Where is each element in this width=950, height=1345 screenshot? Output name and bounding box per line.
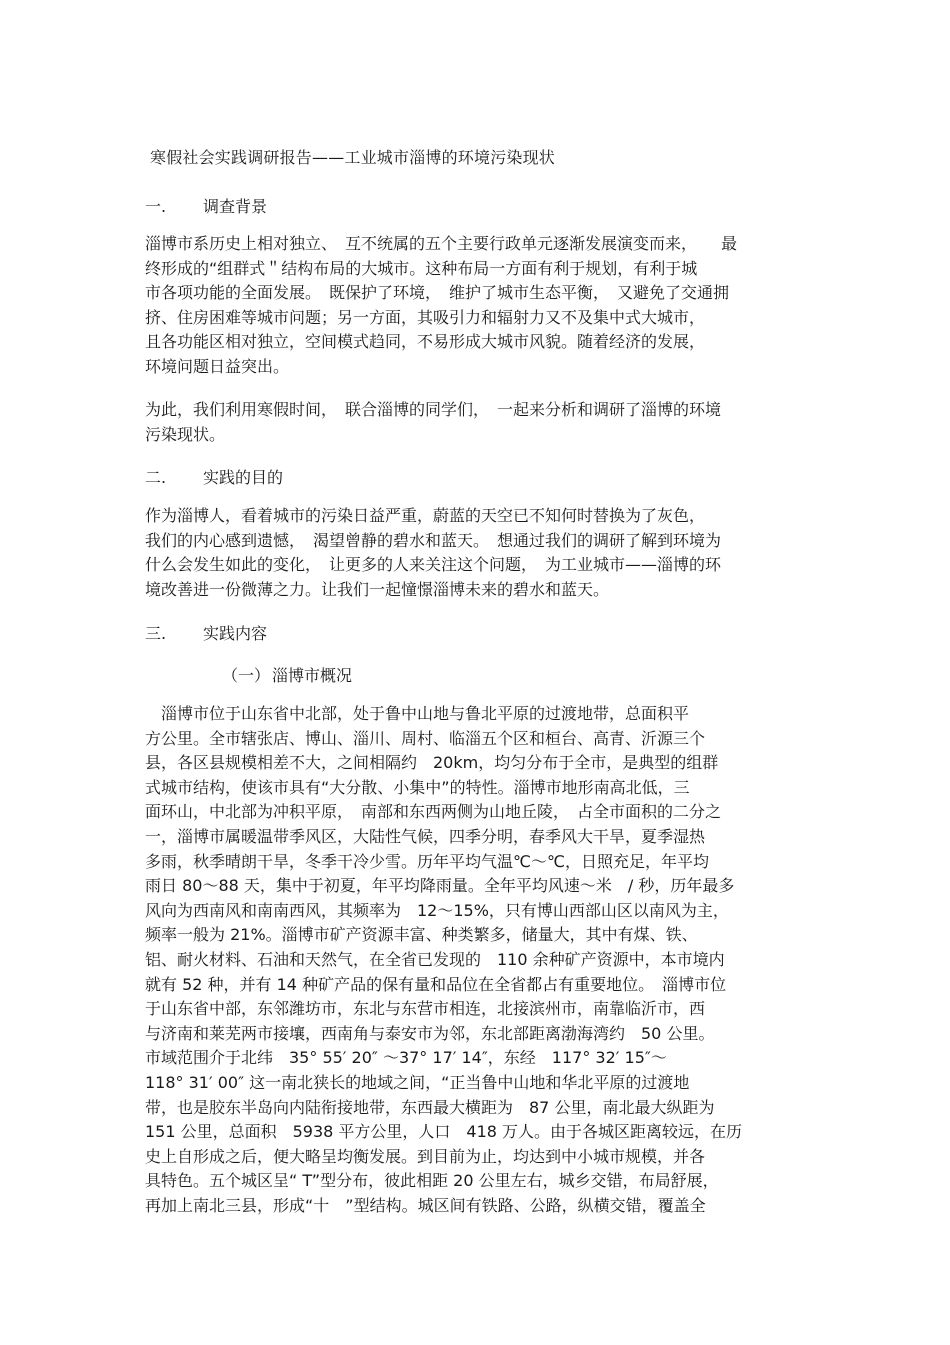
text-line: 为此，我们利用寒假时间， 联合淄博的同学们， 一起来分析和调研了淄博的环境 <box>145 400 722 419</box>
section-heading-background <box>145 194 267 217</box>
paragraph-background-2 <box>145 398 805 447</box>
text-line: 淄博市位于山东省中北部，处于鲁中山地与鲁北平原的过渡地带，总面积平 <box>145 704 690 723</box>
text-line: 雨日 80～88 天，集中于初夏，年平均降雨量。全年平均风速～米 / 秒，历年最多 <box>145 876 735 896</box>
text-line: 风向为西南风和南南西风，其频率为 12～15%，只有博山西部山区以南风为主， <box>145 900 729 920</box>
text-line: 铝、耐火材料、石油和天然气，在全省已发现的 110 余种矿产资源中，本市境内 <box>145 949 725 969</box>
text-line: 市各项功能的全面发展。 既保护了环境， 维护了城市生态平衡， 又避免了交通拥 <box>145 283 730 303</box>
text-line: 具特色。五个城区呈“ T”型分布，彼此相距 20 公里左右，城乡交错，布局舒展， <box>145 1171 719 1191</box>
document-title: 寒假社会实践调研报告——工业城市淄博的环境污染现状 <box>150 148 556 167</box>
section-number: 一. <box>145 197 167 216</box>
subsection-number: （一） <box>222 666 271 685</box>
text-line: 151 公里，总面积 5938 平方公里，人口 418 万人。由于各城区距离较远，在历 <box>145 1122 743 1142</box>
text-line: 方公里。全市辖张店、博山、淄川、周村、临淄五个区和桓台、高青、沂源三个 <box>145 728 706 748</box>
text-line: 与济南和莱芜两市接壤，西南角与泰安市为邻，东北部距离渤海湾约 50 公里。 <box>145 1023 715 1043</box>
subsection-heading-overview <box>222 663 352 686</box>
text-line: 污染现状。 <box>145 424 226 444</box>
section-heading-purpose <box>145 465 283 488</box>
text-line: 频率一般为 21%。淄博市矿产资源丰富、种类繁多，储量大，其中有煤、铁、 <box>145 925 698 945</box>
text-line: 面环山，中北部为冲积平原， 南部和东西两侧为山地丘陵， 占全市面积的二分之 <box>145 802 722 822</box>
text-line: 县，各区县规模相差不大，之间相隔约 20km，均匀分布于全市，是典型的组群 <box>145 753 719 773</box>
text-line: 境改善进一份微薄之力。让我们一起憧憬淄博未来的碧水和蓝天。 <box>145 579 610 599</box>
text-line: 挤、住房困难等城市问题；另一方面，其吸引力和辐射力又不及集中式大城市， <box>145 307 706 327</box>
section-title: 实践的目的 <box>203 468 284 487</box>
text-line: 什么会发生如此的变化， 让更多的人来关注这个问题， 为工业城市——淄博的环 <box>145 555 722 575</box>
text-line: 且各功能区相对独立，空间模式趋同，不易形成大城市风貌。随着经济的发展， <box>145 332 706 352</box>
text-line: 再加上南北三县，形成“十 ”型结构。城区间有铁路、公路，纵横交错，覆盖全 <box>145 1195 706 1215</box>
section-number: 二. <box>145 468 167 487</box>
text-line: 淄博市系历史上相对独立、 互不统属的五个主要行政单元逐渐发展演变而来， 最 <box>145 234 738 253</box>
section-title: 调查背景 <box>203 197 268 216</box>
text-line: 就有 52 种，并有 14 种矿产品的保有量和品位在全省都占有重要地位。 淄博市位 <box>145 974 727 994</box>
text-line: 一，淄博市属暖温带季风区，大陆性气候，四季分明，春季风大干旱，夏季湿热 <box>145 826 706 846</box>
paragraph-purpose <box>145 504 805 602</box>
section-number: 三. <box>145 624 167 643</box>
text-line: 作为淄博人，看着城市的污染日益严重，蔚蓝的天空已不知何时替换为了灰色， <box>145 506 706 525</box>
text-line: 带，也是胶东半岛向内陆衔接地带，东西最大横距为 87 公里，南北最大纵距为 <box>145 1097 715 1117</box>
text-line: 于山东省中部，东邻潍坊市，东北与东营市相连，北接滨州市，南靠临沂市，西 <box>145 999 706 1019</box>
text-line: 环境问题日益突出。 <box>145 356 290 376</box>
section-heading-content <box>145 621 267 644</box>
section-title: 实践内容 <box>203 624 268 643</box>
subsection-title: 淄博市概况 <box>272 666 353 685</box>
text-line: 式城市结构，使该市具有“大分散、小集中”的特性。淄博市地形南高北低，三 <box>145 777 690 797</box>
text-line: 史上自形成之后，便大略呈均衡发展。到目前为止，均达到中小城市规模，并各 <box>145 1146 706 1166</box>
text-line: 118° 31′ 00″ 这一南北狭长的地域之间，“正当鲁中山地和华北平原的过渡地 <box>145 1072 690 1092</box>
text-line: 多雨，秋季晴朗干旱，冬季干冷少雪。历年平均气温℃～℃，日照充足，年平均 <box>145 851 709 871</box>
text-line: 终形成的“组群式＂结构布局的大城市。这种布局一方面有利于规划，有利于城 <box>145 258 698 278</box>
paragraph-background-1 <box>145 232 805 380</box>
paragraph-overview <box>145 702 805 1218</box>
text-line: 市域范围介于北纬 35° 55′ 20″ ～37° 17′ 14″，东经 117° 32′ 15″～ <box>145 1048 667 1068</box>
text-line: 我们的内心感到遗憾， 渴望曾静的碧水和蓝天。 想通过我们的调研了解到环境为 <box>145 530 722 550</box>
